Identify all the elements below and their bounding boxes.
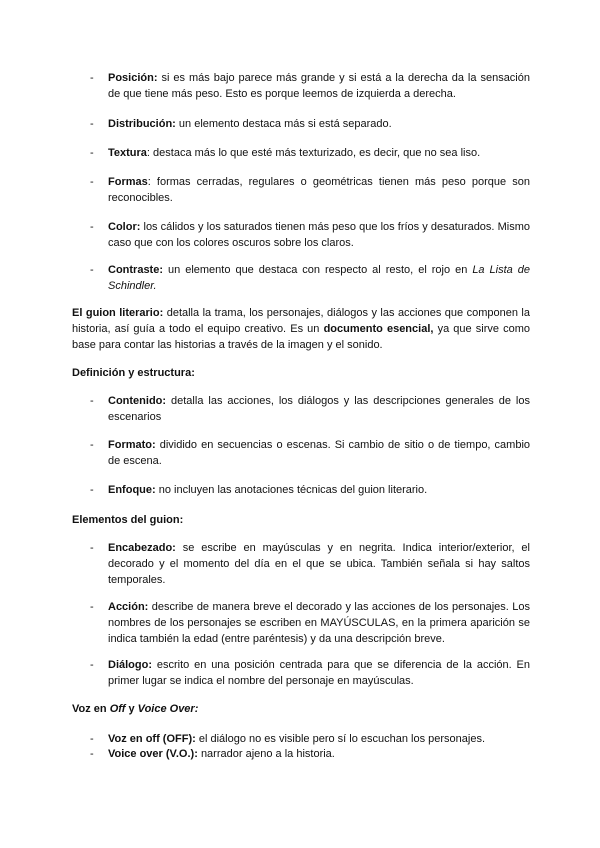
bullet-term: Diálogo: — [108, 659, 152, 671]
bullet-text: Contenido: detalla las acciones, los diálogos y las descripciones generales de los escenarios — [108, 395, 530, 423]
bullet-formas — [90, 174, 530, 206]
bullet-dash: - — [90, 484, 94, 496]
bullet-text: Diálogo: escrito en una posición centrada para que se diferencia de la acción. En primer lugar se indica el nombre del personaje en mayúsculas. — [108, 659, 530, 687]
heading-elementos: Elementos del guion: — [72, 514, 184, 526]
bullet-dash: - — [90, 395, 94, 407]
bullet-text: Color: los cálidos y los saturados tienen más peso que los fríos y desaturados. Mismo caso que con los colores oscuros sobre los claros. — [108, 221, 530, 249]
bullet-encabezado — [90, 540, 530, 588]
bullet-text: Contraste: un elemento que destaca con respecto al resto, el rojo en La Lista de Schindler. — [108, 264, 530, 292]
guion-term: El guion literario: — [72, 307, 164, 319]
bullet-textura — [90, 145, 530, 161]
bullet-contraste — [90, 262, 530, 294]
bullet-term: Formas — [108, 176, 148, 188]
bullet-text: Voz en off (OFF): el diálogo no es visible pero sí lo escuchan los personajes. — [108, 733, 486, 745]
bullet-text: Formato: dividido en secuencias o escenas. Si cambio de sitio o de tiempo, cambio de escena. — [108, 439, 531, 467]
bullet-term: Encabezado: — [108, 542, 176, 554]
bullet-dash: - — [90, 118, 94, 130]
bullet-dash: - — [90, 542, 94, 554]
bullet-term: Acción: — [108, 601, 149, 613]
bullet-text: Acción: describe de manera breve el decorado y las acciones de los personajes. Los nombres de los personajes se escriben en MAYÚSCULAS, en la primera aparición se indica también la edad (entre paréntesis) y da una descripción breve. — [108, 601, 531, 645]
bullet-dialogo — [90, 657, 530, 689]
bullet-dash: - — [90, 748, 94, 760]
bullet-text: Enfoque: no incluyen las anotaciones técnicas del guion literario. — [108, 484, 428, 496]
bullet-dash: - — [90, 176, 94, 188]
bullet-contenido — [90, 393, 530, 425]
bullet-term: Textura — [108, 147, 147, 159]
bullet-term: Contraste: — [108, 264, 164, 276]
bullet-dash: - — [90, 659, 94, 671]
bullet-dash: - — [90, 147, 94, 159]
bullet-enfoque — [90, 482, 530, 498]
bullet-term: Enfoque: — [108, 484, 156, 496]
heading-definicion: Definición y estructura: — [72, 367, 195, 379]
bullet-term: Distribución: — [108, 118, 176, 130]
bullet-accion — [90, 599, 530, 647]
bullet-dash: - — [90, 264, 94, 276]
bullet-term: Voz en off (OFF): — [108, 733, 196, 745]
bullet-posicion — [90, 70, 530, 102]
bullet-dash: - — [90, 72, 94, 84]
bullet-term: Posición: — [108, 72, 158, 84]
bullet-voz-en-off — [90, 731, 530, 747]
bullet-distribucion — [90, 116, 530, 132]
bullet-text: Formas: formas cerradas, regulares o geométricas tienen más peso porque son reconocibles. — [108, 176, 530, 204]
heading-voz: Voz en Off y Voice Over: — [72, 703, 199, 715]
bullet-text: Encabezado: se escribe en mayúsculas y en negrita. Indica interior/exterior, el decorado y el momento del día en el que se ubica. También señala si hay saltos temporales. — [108, 542, 530, 586]
bullet-dash: - — [90, 439, 94, 451]
bullet-dash: - — [90, 601, 94, 613]
bullet-term: Voice over (V.O.): — [108, 748, 198, 760]
bullet-text: Distribución: un elemento destaca más si está separado. — [108, 118, 392, 130]
bullet-formato — [90, 437, 530, 469]
bullet-voice-over — [90, 746, 530, 762]
bullet-text: Textura: destaca más lo que esté más texturizado, es decir, que no sea liso. — [108, 147, 481, 159]
bullet-color — [90, 219, 530, 251]
guion-emphasis: documento esencial, — [323, 323, 434, 335]
guion-paragraph: El guion literario: detalla la trama, los personajes, diálogos y las acciones que componen la historia, así guía a todo el equipo creativo. Es un documento esencial, ya que sirve como base para contar las historias a través de la imagen y el sonido. — [72, 307, 531, 351]
bullet-term: Color: — [108, 221, 141, 233]
bullet-term: Contenido: — [108, 395, 167, 407]
bullet-text: Voice over (V.O.): narrador ajeno a la historia. — [108, 748, 335, 760]
bullet-dash: - — [90, 733, 94, 745]
film-title: La Lista de Schindler. — [108, 264, 530, 292]
bullet-text: Posición: si es más bajo parece más grande y si está a la derecha da la sensación de que tiene más peso. Esto es porque leemos de izquierda a derecha. — [108, 72, 530, 100]
bullet-dash: - — [90, 221, 94, 233]
bullet-term: Formato: — [108, 439, 156, 451]
